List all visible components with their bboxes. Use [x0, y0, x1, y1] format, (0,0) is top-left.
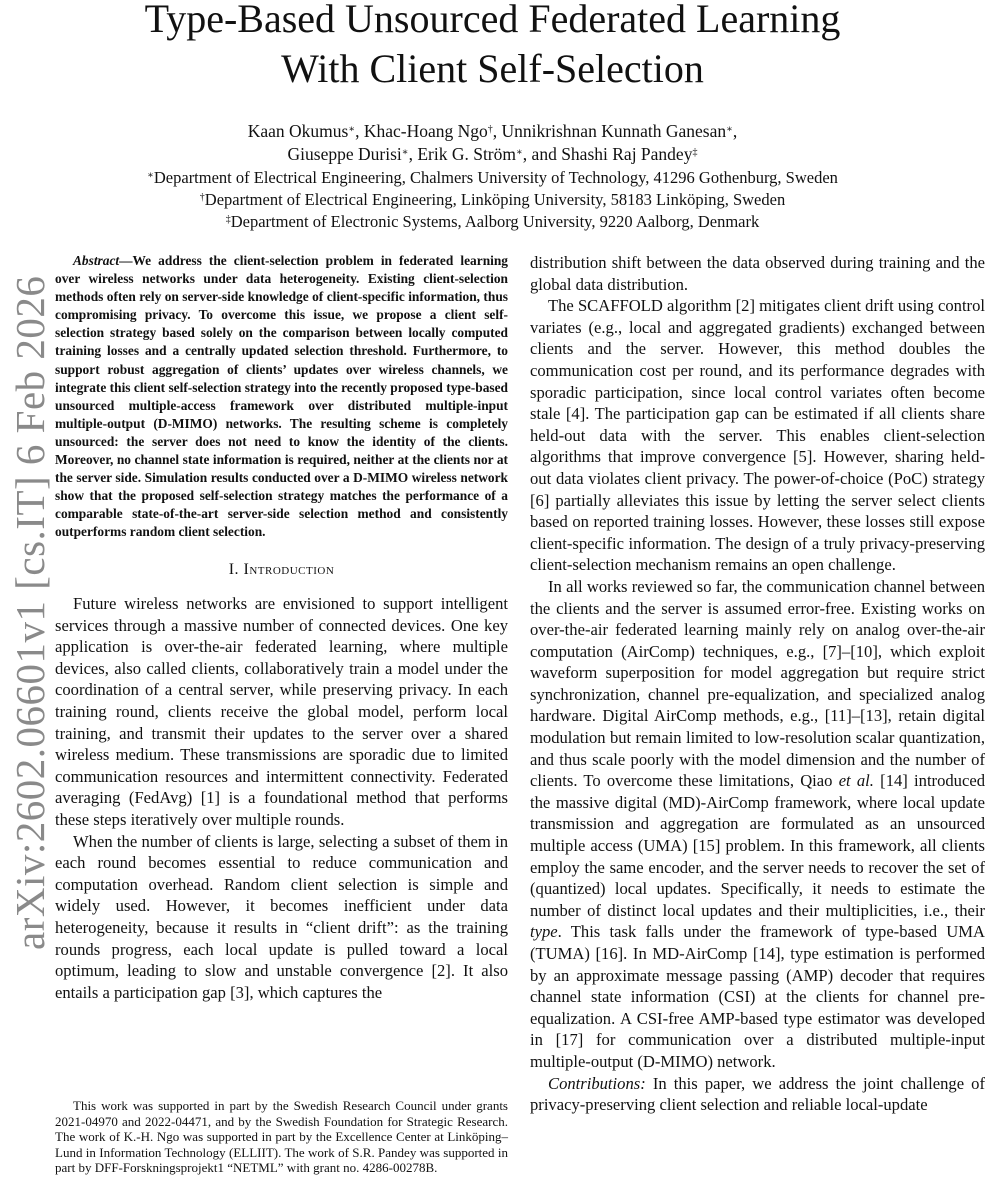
text-segment: In all works reviewed so far, the communication channel between the clients and the server is assumed error-free. Existing works on over-the-air federated learning mainly rely on analog over-the-air computation (AirComp) techniques, e.g., [7]–[10], which exploit waveform superposition for model aggregation but require strict synchronization, channel pre-equalization, and specialized analog hardware. Digital AirComp methods, e.g., [11]–[13], retain digital modulation but remain limited to low-resolution scalar quantization, and thus scale poorly with the model dimension and the number of clients. To overcome these limitations, Qiao	[530, 576, 985, 791]
right-column	[530, 252, 985, 1116]
funding-footnote: This work was supported in part by the Swedish Research Council under grants 2021-04970 and 2022-04471, and by the Swedish Foundation for Strategic Research. The work of K.-H. Ngo was supported in part by the Excellence Center at Linköping–Lund in Information Technology (ELLIIT). The work of S.R. Pandey was supported in part by DFF-Forskningsprojekt1 “NETML” with grant no. 4286-00278B.	[55, 1098, 508, 1176]
paragraph: The SCAFFOLD algorithm [2] mitigates client drift using control variates (e.g., local and aggregated gradients) exchanged between clients and the server. However, this method doubles the communication cost per round, and its performance degrades with sporadic participation, since local control variates often become stale [4]. The participation gap can be estimated if all clients share held-out data with the server. This enables client-selection algorithms that improve convergence [5]. However, sharing held-out data violates client privacy. The power-of-choice (PoC) strategy [6] partially alleviates this issue by letting the server select clients based on reported training losses. However, these losses still expose client-specific information. The design of a truly privacy-preserving client-selection mechanism remains an open challenge.	[530, 296, 985, 575]
author-mark: ‡	[692, 147, 698, 158]
affiliation-mark: ‡	[225, 214, 231, 225]
author: Khac-Hoang Ngo	[363, 121, 488, 141]
paper-title	[0, 0, 985, 94]
arxiv-watermark: arXiv:2602.06601v1 [cs.IT] 6 Feb 2026	[7, 275, 53, 950]
separator: ,	[355, 121, 364, 141]
affiliations	[0, 167, 985, 233]
author: Unnikrishnan Kunnath Ganesan	[501, 121, 727, 141]
affiliation	[0, 167, 985, 189]
text-segment: [14] introduced the massive digital (MD)-AirComp framework, where local update transmission and aggregation are formulated as an unsourced multiple access (UMA) [15] problem. In this framework, all clients employ the same encoder, and the server needs to recover the set of (quantized) local updates. Specifically, it needs to estimate the number of distinct local updates and their multiplicities, i.e., their	[530, 771, 985, 920]
author-mark: ∗	[726, 124, 733, 135]
author: Erik G. Ström	[417, 144, 516, 164]
affiliation-text: Department of Electrical Engineering, Linköping University, 58183 Linköping, Sweden	[204, 190, 786, 209]
author-mark: †	[487, 124, 493, 135]
affiliation	[0, 211, 985, 233]
paragraph	[530, 1073, 985, 1116]
author: Shashi Raj Pandey	[561, 144, 693, 164]
abstract	[55, 252, 508, 542]
paragraph: Future wireless networks are envisioned to support intelligent services through a massive number of connected devices. One key application is over-the-air federated learning, where multiple devices, also called clients, collaboratively train a model under the coordination of a central server, while preserving privacy. In each training round, clients receive the global model, perform local training, and transmit their updates to the server over a shared wireless medium. These transmissions are sporadic due to limited communication resources and intermittent connectivity. Federated averaging (FedAvg) [1] is a foundational method that performs these steps iteratively over multiple rounds.	[55, 594, 508, 830]
left-column	[55, 252, 508, 1003]
affiliation	[0, 189, 985, 211]
separator: , and	[522, 144, 562, 164]
author-line-1	[0, 120, 985, 143]
text-segment-italic: type	[530, 922, 558, 942]
title-line-1: Type-Based Unsourced Federated Learning	[144, 0, 841, 41]
abstract-label: Abstract	[73, 253, 120, 268]
author-mark: ∗	[516, 147, 523, 158]
separator: ,	[408, 144, 418, 164]
author: Kaan Okumus	[247, 121, 349, 141]
section-heading-introduction: I. Introduction	[228, 560, 335, 578]
title-line-2: With Client Self-Selection	[281, 46, 704, 91]
footnote	[55, 1098, 508, 1176]
author-line-2	[0, 143, 985, 166]
paragraph: distribution shift between the data observed during training and the global data distribution.	[530, 253, 985, 294]
author-mark: ∗	[348, 124, 356, 135]
separator: ,	[492, 121, 502, 141]
affiliation-mark: ∗	[147, 170, 154, 181]
author-list	[0, 120, 985, 166]
abstract-text: —We address the client-selection problem in federated learning over wireless networks under data heterogeneity. Existing client-selection methods often rely on server-side knowledge of client-specific information, thus compromising privacy. To overcome this issue, we propose a client self-selection strategy based solely on the comparison between locally computed training losses and a centrally updated selection threshold. Furthermore, to support robust aggregation of clients’ updates over wireless channels, we integrate this client self-selection strategy into the recently proposed type-based unsourced multiple-access framework over distributed multiple-input multiple-output (D-MIMO) networks. The resulting scheme is completely unsourced: the server does not need to know the identity of the clients. Moreover, no channel state information is required, neither at the clients nor at the server side. Simulation results conducted over a D-MIMO wireless network show that the proposed self-selection strategy matches the performance of a comparable state-of-the-art server-side selection method and consistently outperforms random client selection.	[55, 253, 508, 540]
affiliation-text: Department of Electronic Systems, Aalborg University, 9220 Aalborg, Denmark	[230, 212, 760, 231]
author-mark: ∗	[401, 147, 409, 158]
paragraph	[530, 576, 985, 1073]
contributions-label: Contributions:	[548, 1073, 646, 1093]
text-segment: . This task falls under the framework of type-based UMA (TUMA) [16]. In MD-AirComp [14], type estimation is performed by an approximate message passing (AMP) decoder that requires channel state information (CSI) at the clients for channel pre-equalization. A CSI-free AMP-based type estimator was developed in [17] for communication over a distributed multiple-input multiple-output (D-MIMO) network.	[530, 922, 985, 1071]
text-segment: In this paper, we address the joint challenge of privacy-preserving client selection and reliable local-update	[530, 1073, 985, 1115]
affiliation-mark: †	[199, 192, 205, 203]
affiliation-text: Department of Electrical Engineering, Chalmers University of Technology, 41296 Gothenburg, Sweden	[153, 168, 838, 187]
text-segment-italic: et al.	[838, 771, 874, 791]
separator: ,	[732, 121, 738, 141]
author: Giuseppe Durisi	[287, 144, 402, 164]
paragraph: When the number of clients is large, selecting a subset of them in each round becomes essential to reduce communication and computation overhead. Random client selection is simple and widely used. However, it becomes inefficient under data heterogeneity, because it results in “client drift”: as the training rounds progress, each local update is pulled toward a local optimum, leading to slow and unstable convergence [2]. It also entails a participation gap [3], which captures the	[55, 831, 508, 1002]
